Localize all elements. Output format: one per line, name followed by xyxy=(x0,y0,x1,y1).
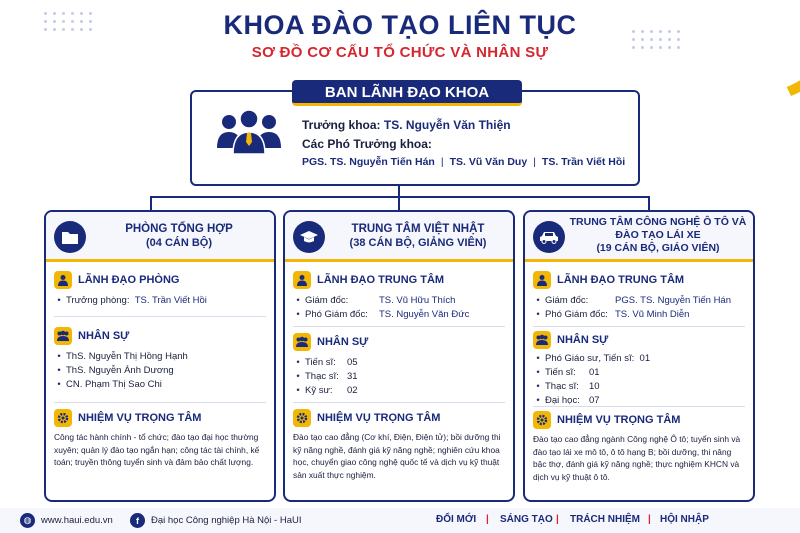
leadership-title: BAN LÃNH ĐẠO KHOA xyxy=(292,80,522,106)
mission-text: Công tác hành chính - tổ chức; đào tạo đại học thường xuyên; quản lý đào tạo ngắn hạn; công tác tài chính, kế toán; truyền thông tuyển sinh và đảm bảo chất lượng. xyxy=(54,432,260,467)
section-title: LÃNH ĐẠO TRUNG TÂM xyxy=(317,274,445,286)
list-item: • Kỹ sư: 02 xyxy=(293,384,505,398)
list-item: • Giám đốc: PGS. TS. Nguyễn Tiến Hán xyxy=(533,294,745,308)
website-text: www.haui.edu.vn xyxy=(41,515,113,526)
group-icon xyxy=(533,331,551,349)
people-icon xyxy=(215,108,283,156)
list-item: • Thạc sĩ: 31 xyxy=(293,370,505,384)
mission-text: Đào tạo cao đẳng (Cơ khí, Điện, Điện tử); bồi dưỡng thi kỹ năng nghề, đánh giá kỹ năng nghề; nghiên cứu khoa học, chuyển giao công nghệ quốc tế và dịch vụ kỹ thuật sản xuất thực nghiệm. xyxy=(293,432,501,480)
deputies-list xyxy=(302,156,625,168)
unit-count: (04 CÁN BỘ) xyxy=(145,237,212,249)
list-item: • Tiến sĩ: 01 xyxy=(533,366,745,380)
slogan-separator: | xyxy=(648,514,651,525)
divider xyxy=(293,402,505,403)
list-item: • Trưởng phòng: TS. Trần Viết Hồi xyxy=(54,294,266,308)
divider xyxy=(533,326,745,327)
divider xyxy=(293,326,505,327)
connector-line xyxy=(150,196,152,210)
list-item: • Đại học: 07 xyxy=(533,394,745,408)
gear-icon xyxy=(533,411,551,429)
slogan: ĐỔI MỚI xyxy=(436,514,477,525)
person-icon xyxy=(533,271,551,289)
page-title: KHOA ĐÀO TẠO LIÊN TỤC xyxy=(223,10,577,40)
mission-section xyxy=(293,408,505,481)
website-link[interactable] xyxy=(20,513,113,528)
deputy-name: TS. Trần Viết Hồi xyxy=(541,156,626,168)
divider xyxy=(54,402,266,403)
divider xyxy=(533,406,745,407)
unit-card-general-office xyxy=(44,210,276,502)
list-item: • ThS. Nguyễn Ánh Dương xyxy=(54,364,266,378)
section-title: NHIỆM VỤ TRỌNG TÂM xyxy=(557,414,681,426)
section-title: NHÂN SỰ xyxy=(317,336,369,348)
section-title: LÃNH ĐẠO PHÒNG xyxy=(78,274,180,286)
facebook-text: Đại học Công nghiệp Hà Nội - HaUI xyxy=(151,515,302,526)
person-icon xyxy=(54,271,72,289)
connector-line xyxy=(398,196,400,210)
leader-section xyxy=(533,270,745,322)
unit-title: TRUNG TÂM CÔNG NGHỆ Ô TÔ VÀ ĐÀO TẠO LÁI XE (19 CÁN BỘ, GIÁO VIÊN) xyxy=(569,216,747,254)
staff-section xyxy=(54,326,266,392)
group-icon xyxy=(293,333,311,351)
unit-count: (38 CÁN BỘ, GIẢNG VIÊN) xyxy=(349,237,487,249)
mission-section xyxy=(533,410,745,483)
page-subtitle: SƠ ĐỒ CƠ CẤU TỔ CHỨC VÀ NHÂN SỰ xyxy=(251,44,549,61)
list-item: • Phó Giám đốc: TS. Vũ Minh Diễn xyxy=(533,308,745,322)
section-title: NHÂN SỰ xyxy=(78,330,130,342)
divider xyxy=(54,316,266,317)
deputy-name: PGS. TS. Nguyễn Tiến Hán xyxy=(302,156,435,168)
globe-icon: ◍ xyxy=(20,513,35,528)
slogan-separator: | xyxy=(486,514,489,525)
list-item: • Phó Giám đốc: TS. Nguyễn Văn Đức xyxy=(293,308,505,322)
folder-icon xyxy=(54,221,86,253)
deputies-label: Các Phó Trưởng khoa: xyxy=(302,137,432,151)
list-item: • CN. Phạm Thị Sao Chi xyxy=(54,378,266,392)
gear-icon xyxy=(293,409,311,427)
staff-section xyxy=(533,330,745,408)
facebook-icon: f xyxy=(130,513,145,528)
group-icon xyxy=(54,327,72,345)
unit-header xyxy=(285,212,513,262)
slogan: TRÁCH NHIỆM xyxy=(570,514,640,525)
section-title: LÃNH ĐẠO TRUNG TÂM xyxy=(557,274,685,286)
connector-line xyxy=(150,196,650,198)
staff-section xyxy=(293,332,505,398)
mission-section xyxy=(54,408,266,469)
connector-line xyxy=(648,196,650,210)
slogan-separator: | xyxy=(556,514,559,525)
list-item: • Phó Giáo sư, Tiến sĩ: 01 xyxy=(533,352,745,366)
slogan: HỘI NHẬP xyxy=(660,514,709,525)
dean-line xyxy=(302,118,511,132)
unit-title: PHÒNG TỔNG HỢP (04 CÁN BỘ) xyxy=(90,222,268,250)
person-icon xyxy=(293,271,311,289)
unit-header xyxy=(46,212,274,262)
dean-name: TS. Nguyễn Văn Thiện xyxy=(383,118,511,132)
section-title: NHIỆM VỤ TRỌNG TÂM xyxy=(317,412,441,424)
facebook-link[interactable] xyxy=(130,513,302,528)
unit-card-auto-tech-center xyxy=(523,210,755,502)
separator: | xyxy=(533,156,536,168)
unit-card-vietnam-japan-center xyxy=(283,210,515,502)
separator: | xyxy=(440,156,444,168)
gear-icon xyxy=(54,409,72,427)
list-item: • Giám đốc: TS. Vũ Hữu Thích xyxy=(293,294,505,308)
car-icon xyxy=(533,221,565,253)
unit-count: (19 CÁN BỘ, GIÁO VIÊN) xyxy=(596,242,720,254)
unit-title: TRUNG TÂM VIỆT NHẬT (38 CÁN BỘ, GIẢNG VIÊN) xyxy=(329,222,507,250)
list-item: • ThS. Nguyễn Thị Hồng Hạnh xyxy=(54,350,266,364)
list-item: • Thạc sĩ: 10 xyxy=(533,380,745,394)
graduation-cap-icon xyxy=(293,221,325,253)
dean-label: Trưởng khoa: xyxy=(302,118,381,132)
leader-section xyxy=(293,270,505,322)
deputy-name: TS. Vũ Văn Duy xyxy=(449,156,528,168)
section-title: NHÂN SỰ xyxy=(557,334,609,346)
unit-header xyxy=(525,212,753,262)
section-title: NHIỆM VỤ TRỌNG TÂM xyxy=(78,412,202,424)
list-item: • Tiến sĩ: 05 xyxy=(293,356,505,370)
slogan: SÁNG TẠO xyxy=(500,514,553,525)
mission-text: Đào tạo cao đẳng ngành Công nghệ Ô tô; tuyển sinh và đào tạo lái xe mô tô, ô tô hạng B; bồi dưỡng, thi nâng bậc thợ, đánh giá kỹ năng nghề; thực nghiệm KHCN và dịch vụ kỹ thuật ô tô. xyxy=(533,434,741,482)
footer xyxy=(0,508,800,533)
leader-section xyxy=(54,270,266,308)
